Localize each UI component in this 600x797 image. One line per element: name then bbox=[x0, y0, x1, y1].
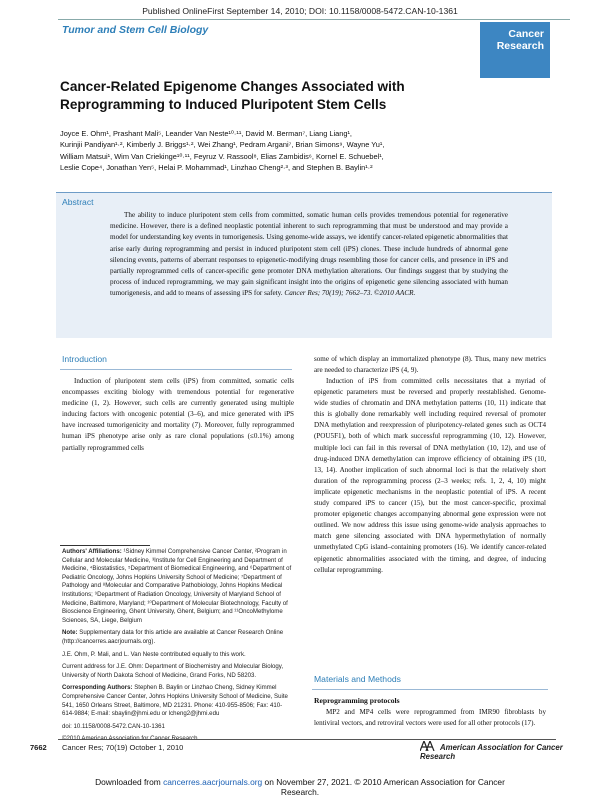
abstract-heading: Abstract bbox=[62, 197, 94, 207]
download-notice bbox=[0, 777, 600, 797]
article-title: Cancer-Related Epigenome Changes Associated with Reprogramming to Induced Pluripotent Stem Cells bbox=[60, 79, 405, 112]
journal-badge-line2: Research bbox=[496, 40, 544, 52]
note-text: Supplementary data for this article are available at Cancer Research Online (http://cancerres.aacrjournals.org). bbox=[62, 629, 284, 645]
download-prefix: Downloaded from bbox=[95, 777, 164, 787]
footer-citation: Cancer Res; 70(19) October 1, 2010 bbox=[62, 743, 184, 752]
footnotes bbox=[62, 548, 294, 744]
methods-subheading: Reprogramming protocols bbox=[314, 696, 400, 705]
publication-header: Published OnlineFirst September 14, 2010; DOI: 10.1158/0008-5472.CAN-10-1361 bbox=[142, 6, 458, 16]
author-line: William Matsui¹, Wim Van Criekinge¹⁰·¹¹, Feyruz V. Rassool⁸, Elias Zambidis⁶, Kornel E. Schuebel¹, bbox=[60, 151, 384, 161]
copyright-note: ©2010 American Association for Cancer Research. bbox=[62, 735, 200, 743]
header-divider bbox=[58, 19, 570, 20]
download-line-2: Research. bbox=[280, 787, 320, 797]
introduction-rule bbox=[60, 369, 292, 370]
download-suffix: on November 27, 2021. © 2010 American Association for Cancer bbox=[262, 777, 505, 787]
affiliations-text: ¹Sidney Kimmel Comprehensive Cancer Center, ²Program in Cellular and Molecular Medicine, ³Institute for Cell Engineering and Department of Medicine, ⁴Biostatistics, ⁵Department of Biomedical Engineering, and ⁶Department of Pediatric Oncology, Johns Hopkins University School of Medicine; ⁷Department of Pathology and ⁸Molecular and Comparative Pathobiology, Johns Hopkins Medical Institutions; ⁹Department of Radiation Oncology, University of Maryland School of Medicine, Baltimore, Maryland; ¹⁰Department of Molecular Biotechnology, Faculty of Bioscience Engineering, Ghent University, Ghent, Belgium; and ¹¹OncoMethylome Sciences, SA, Liege, Belgium bbox=[62, 548, 292, 624]
author-list bbox=[60, 128, 480, 174]
journal-badge-line1: Cancer bbox=[508, 28, 544, 40]
footnote-divider bbox=[60, 545, 150, 546]
doi-note: doi: 10.1158/0008-5472.CAN-10-1361 bbox=[62, 722, 165, 730]
introduction-heading: Introduction bbox=[62, 354, 107, 364]
methods-paragraph: MP2 and MP4 cells were reprogrammed from IMR90 fibroblasts by lentiviral vectors, and retroviral vectors were used for all other protocols (17). bbox=[314, 708, 546, 728]
publisher-name: American Association for Cancer Research bbox=[420, 743, 563, 761]
current-address-note: Current address for J.E. Ohm: Department of Biochemistry and Molecular Biology, University of North Dakota School of Medicine, Grand Forks, ND 58203. bbox=[62, 663, 284, 679]
supplementary-note bbox=[62, 629, 294, 646]
corresponding-authors-note bbox=[62, 684, 294, 718]
introduction-paragraph: Induction of pluripotent stem cells (iPS) from committed, somatic cells encompasses exciting biology with tremendous potential for regenerative medicine (1, 2). However, such cells are currently generated using multiple inducing factors with oncogenic potential (3–6), and mice generated with iPS have increased tumorigenicity and mortality (7). Moreover, fully reprogrammed human iPS phenotype arise only as rare clonal populations (≤0.1%) among partially reprogrammed cells bbox=[62, 377, 294, 452]
footer-divider bbox=[58, 739, 556, 740]
methods-rule bbox=[312, 689, 548, 690]
aacr-logo-icon bbox=[420, 741, 438, 751]
intro-continuation: some of which display an immortalized phenotype (8). Thus, many new metrics are needed to characterize iPS (4, 9). bbox=[314, 355, 546, 375]
affiliations-footnote bbox=[62, 548, 294, 625]
section-label: Tumor and Stem Cell Biology bbox=[62, 24, 209, 36]
author-line: Leslie Cope⁴, Jonathan Yen⁵, Helai P. Mohammad¹, Linzhao Cheng²·³, and Stephen B. Baylin¹·² bbox=[60, 163, 373, 173]
abstract-text bbox=[110, 210, 508, 300]
corresponding-label: Corresponding Authors: bbox=[62, 684, 133, 692]
methods-heading: Materials and Methods bbox=[314, 674, 401, 684]
download-link[interactable]: cancerres.aacrjournals.org bbox=[163, 777, 263, 787]
author-line: Kurinjii Pandiyan¹·², Kimberly J. Briggs¹·², Wei Zhang¹, Pedram Argani⁷, Brian Simons⁹, Wayne Yu¹, bbox=[60, 140, 385, 150]
journal-badge bbox=[480, 22, 550, 78]
equal-contribution-note: J.E. Ohm, P. Mali, and L. Van Neste contributed equally to this work. bbox=[62, 650, 246, 658]
abstract-paragraph: The ability to induce pluripotent stem cells from committed, somatic human cells provides tremendous potential for regenerative medicine. However, there is a defined neoplastic potential inherent to such reprogramming that must be understood and may provide a model for understanding key events in tumorigenesis. Using genome-wide assays, we identify cancer-related epigenetic abnormalities that arise early during reprogramming and persist in induced pluripotent stem cell (iPS) clones. These include hundreds of abnormal gene silencing events, patterns of aberrant responses to epigenetic-modifying drugs resembling those for cancer cells, and presence in iPS and partially reprogrammed cells of cancer-specific gene promoter DNA methylation alterations. Our findings suggest that by studying the process of induced reprogramming, we may gain significant insight into the origins of epigenetic gene silencing associated with human tumorigenesis, and add to means of assessing iPS for safety. bbox=[110, 211, 508, 298]
page-number: 7662 bbox=[30, 743, 47, 752]
note-label: Note: bbox=[62, 629, 78, 637]
publisher-logo bbox=[420, 741, 600, 761]
affiliations-label: Authors' Affiliations: bbox=[62, 548, 122, 555]
author-line: Joyce E. Ohm¹, Prashant Mali⁵, Leander Van Neste¹⁰·¹¹, David M. Berman⁷, Liang Liang¹, bbox=[60, 129, 352, 138]
corresponding-text: Stephen B. Baylin or Linzhao Cheng, Sidney Kimmel Comprehensive Cancer Center, Johns Hopkins University School of Medicine, Suite 541, 1650 Orleans Street, Baltimore, MD 21231. Phone: 410-955-8506; Fax: 410-614-9884; E-mail: sbaylin@jhmi.edu or lcheng2@jhmi.edu bbox=[62, 684, 288, 718]
intro-paragraph-2: Induction of iPS from committed cells necessitates that a myriad of epigenetic parameters must be reversed and properly reestablished. Genome-wide studies of chromatin and DNA methylation patterns (10, 11) indicate that this is globally done remarkably well including required reversal of promoter DNA methylation and reexpression of pluripotency-related genes such as OCT4 (POU5F1), both of which mark successful reprogramming (10, 12). However, multiple loci can fail in this reversal of DNA methylation (10, 12), and use of drug-induced DNA demethylation can improve efficiency of obtaining iPS (10, 13, 14). Another implication of such abnormal loci is that the relatively short duration of the reprogramming process (2–3 weeks; refs. 1, 2, 4, 10) might implicate epigenetic mechanisms in the neoplastic potential of iPS. A recent study compared iPS to cancer (15), but the most cancer-specific, proximal promoter epigenetic changes accompanying abnormal gene expression were not outlined. We now address this issue using genome-wide analysis approaches to match gene silencing associated with DNA hypermethylation of normally unmethylated CpG island–containing promoters (16). We identify cancer-related epigenetic abnormalities associated with the timing, and degree, of inducing cellular reprogramming. bbox=[314, 377, 546, 574]
abstract-citation: Cancer Res; 70(19); 7662–73. ©2010 AACR. bbox=[284, 289, 416, 298]
